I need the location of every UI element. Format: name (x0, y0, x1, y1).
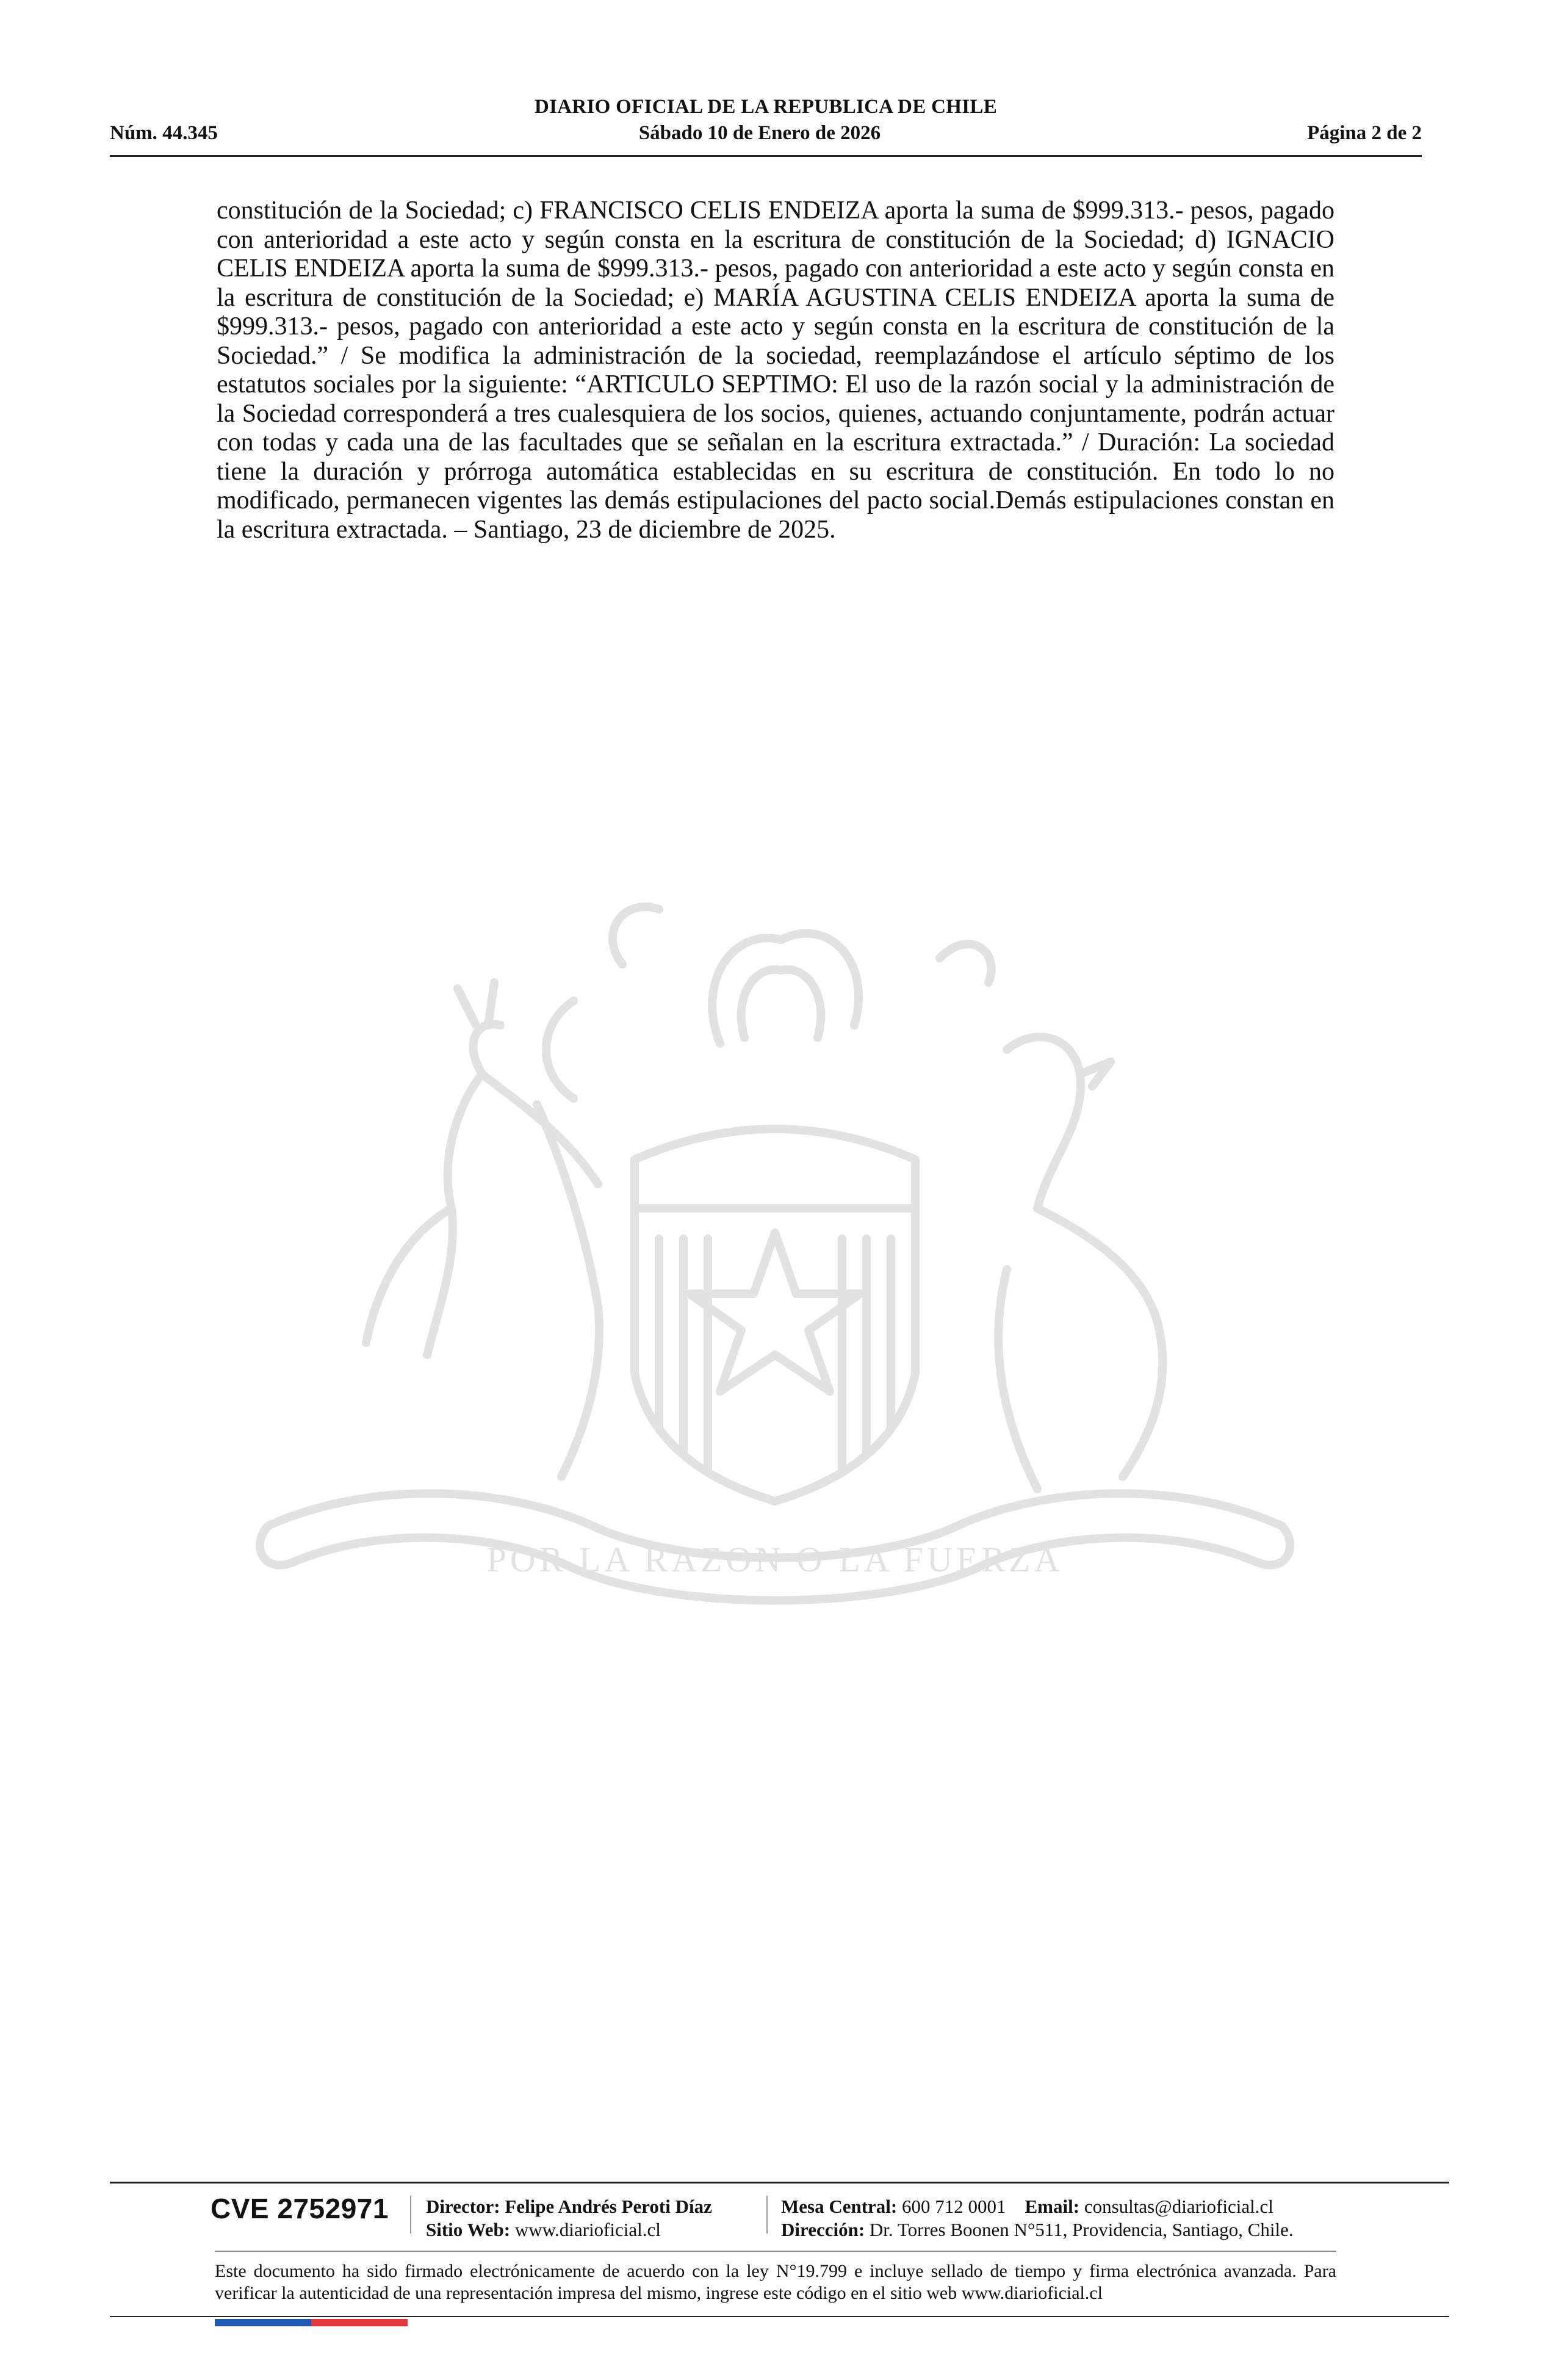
footer-divider-bottom (110, 2316, 1449, 2317)
address-label: Dirección: (781, 2219, 865, 2240)
director-name: Felipe Andrés Peroti Díaz (505, 2196, 712, 2217)
email-link[interactable]: consultas@diarioficial.cl (1084, 2196, 1273, 2217)
flag-stripe-red (311, 2319, 408, 2326)
web-label: Sitio Web: (426, 2219, 511, 2240)
watermark-motto: POR LA RAZON O LA FUERZA (486, 1540, 1064, 1579)
mesa-label: Mesa Central: (781, 2196, 898, 2217)
flag-stripe-blue (215, 2319, 311, 2326)
page-indicator: Página 2 de 2 (1307, 122, 1422, 144)
footer-divider-top (110, 2182, 1449, 2183)
footer-divider-middle (215, 2251, 1336, 2252)
legal-notice: Este documento ha sido firmado electrónicamente de acuerdo con la ley N°19.799 e incluye sellado de tiempo y firma electrónica avanzada. Para verificar la autenticidad de una representación impresa del mismo, ingrese este código en el sitio web www.diarioficial.cl (215, 2261, 1336, 2303)
body-paragraph: constitución de la Sociedad; c) FRANCISCO CELIS ENDEIZA aporta la suma de $999.313.- pesos, pagado con anterioridad a este acto y según consta en la escritura de constitución de la Sociedad; d) IGNACIO CELIS ENDEIZA aporta la suma de $999.313.- pesos, pagado con anterioridad a este acto y según consta en la escritura de constitución de la Sociedad; e) MARÍA AGUSTINA CELIS ENDEIZA aporta la suma de $999.313.- pesos, pagado con anterioridad a este acto y según consta en la escritura de constitución de la Sociedad.” / Se modifica la administración de la sociedad, reemplazándose el artículo séptimo de los estatutos sociales por la siguiente: “ARTICULO SEPTIMO: El uso de la razón social y la administración de la Sociedad corresponderá a tres cualesquiera de los socios, quienes, actuando conjuntamente, podrán actuar con todas y cada una de las facultades que se señalan en la escritura extractada.” / Duración: La sociedad tiene la duración y prórroga automática establecidas en su escritura de constitución. En todo lo no modificado, permanecen vigentes las demás estipulaciones del pacto social.Demás estipulaciones constan en la escritura extractada. – Santiago, 23 de diciembre de 2025. (217, 197, 1334, 544)
director-label: Director: (426, 2196, 500, 2217)
newspaper-title: DIARIO OFICIAL DE LA REPUBLICA DE CHILE (534, 96, 998, 118)
web-link[interactable]: www.diarioficial.cl (514, 2219, 661, 2240)
header-divider (110, 155, 1422, 157)
mesa-value: 600 712 0001 (902, 2196, 1006, 2217)
footer-director-block (426, 2195, 712, 2241)
issue-number: Núm. 44.345 (110, 122, 218, 144)
email-label: Email: (1025, 2196, 1080, 2217)
address-value: Dr. Torres Boonen N°511, Providencia, Santiago, Chile. (869, 2219, 1294, 2240)
footer-contact-block (781, 2195, 1294, 2241)
issue-date: Sábado 10 de Enero de 2026 (638, 122, 881, 144)
header-row (110, 122, 1422, 149)
footer-separator (766, 2196, 768, 2234)
cve-code: CVE 2752971 (211, 2193, 389, 2224)
footer-separator (410, 2196, 411, 2234)
chilean-coat-of-arms-icon (195, 842, 1355, 1678)
